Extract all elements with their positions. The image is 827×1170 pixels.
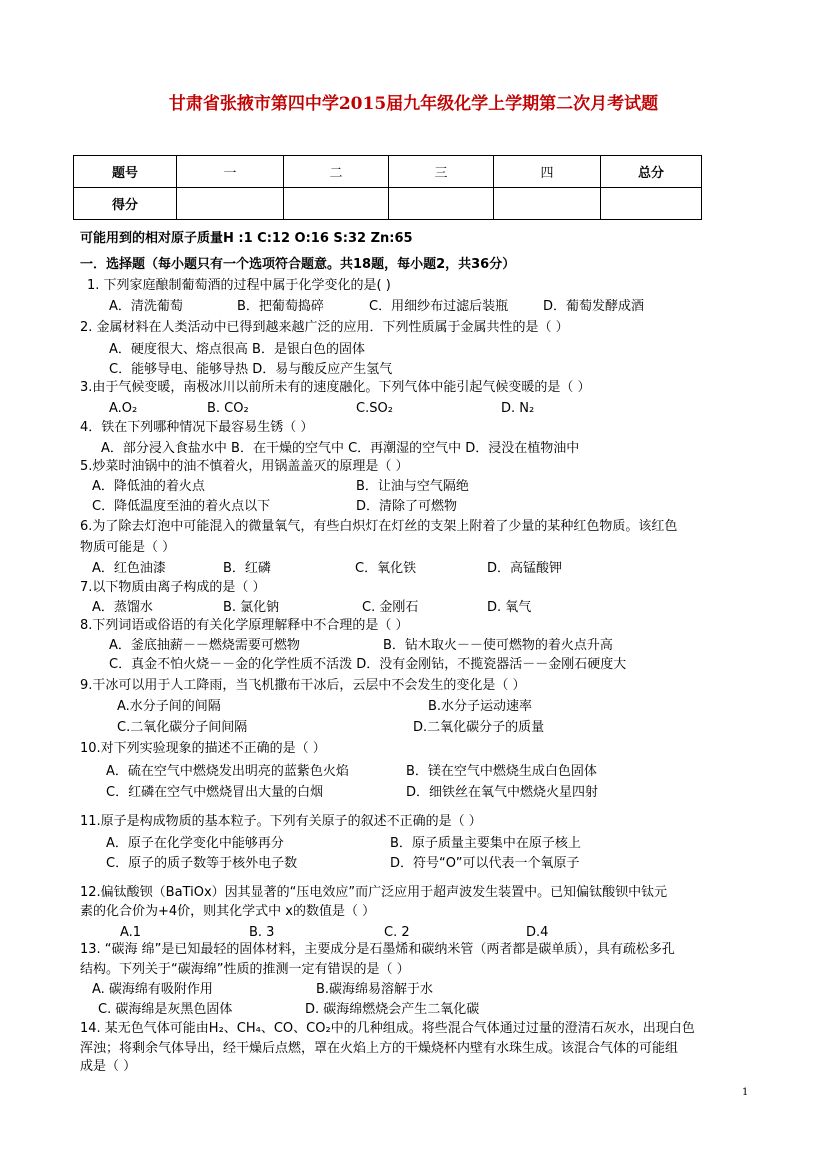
option-cd: C．能够导电、能够导热 D．易与酸反应产生氢气: [109, 362, 393, 377]
option-c: C．红磷在空气中燃烧冒出大量的白烟: [106, 785, 324, 800]
option-d: D.二氧化碳分子的质量: [413, 720, 545, 735]
option-c: C. 碳海绵是灰黑色固体: [98, 1002, 233, 1017]
question-11: 11.原子是构成物质的基本粒子。下列有关原子的叙述不正确的是（ ）: [80, 814, 482, 829]
score-table-row: [74, 188, 702, 220]
option-a: A．釜底抽薪－－燃烧需要可燃物: [109, 638, 300, 653]
option-b: B．把葡萄捣碎: [237, 299, 324, 314]
option-cd: C．真金不怕火烧－－金的化学性质不活泼 D．没有金刚钻，不揽瓷器活－－金刚石硬度大: [109, 657, 627, 672]
table-row-label: 得分: [74, 188, 177, 220]
option-b: B.碳海绵易溶解于水: [316, 982, 434, 997]
score-cell[interactable]: [494, 188, 601, 220]
question-14-cont: 成是（ ）: [80, 1059, 137, 1074]
question-13: 13. “碳海 绵”是已知最轻的固体材料，主要成分是石墨烯和碳纳米管（两者都是碳单质），具有疏松多孔: [80, 942, 675, 957]
option-a: A.水分子间的间隔: [117, 699, 221, 714]
question-3: 3.由于气候变暖，南极冰川以前所未有的速度融化。下列气体中能引起气候变暖的是（ ）: [80, 380, 591, 395]
page-title: 甘肃省张掖市第四中学2015届九年级化学上学期第二次月考试题: [168, 94, 659, 114]
option-a: A．红色油漆: [92, 561, 166, 576]
question-14: 14. 某无色气体可能由H₂、CH₄、CO、CO₂中的几种组成。将些混合气体通过过量的澄清石灰水，出现白色: [80, 1021, 695, 1036]
option-c: C.二氧化碳分子间间隔: [117, 720, 248, 735]
option-a: A.O₂: [109, 401, 138, 416]
option-b: B．镁在空气中燃烧生成白色固体: [406, 764, 597, 779]
option-b: B．原子质量主要集中在原子核上: [390, 836, 581, 851]
option-ab: A．硬度很大、熔点很高 B．是银白色的固体: [109, 342, 365, 357]
option-a: A．蒸馏水: [92, 600, 153, 615]
option-c: C．降低温度至油的着火点以下: [92, 499, 271, 514]
option-b: B．钻木取火－－使可燃物的着火点升高: [383, 638, 613, 653]
score-table-header-row: [74, 156, 702, 188]
question-12-cont: 素的化合价为+4价，则其化学式中 x的数值是（ ）: [80, 904, 376, 919]
option-d: D．高锰酸钾: [487, 561, 563, 576]
question-14-cont: 浑浊；将剩余气体导出，经干燥后点燃，罩在火焰上方的干燥烧杯内壁有水珠生成。该混合气体的可能组: [80, 1041, 679, 1056]
score-cell[interactable]: [601, 188, 702, 220]
question-8: 8.下列词语或俗语的有关化学原理解释中不合理的是（ ）: [80, 618, 409, 633]
option-a: A．原子在化学变化中能够再分: [106, 836, 284, 851]
option-b: B. 氯化钠: [223, 600, 280, 615]
option-a: A．降低油的着火点: [92, 479, 205, 494]
question-1: 1. 下列家庭酿制葡萄酒的过程中属于化学变化的是( ): [87, 278, 391, 293]
question-13-cont: 结构。下列关于“碳海绵”性质的推测一定有错误的是（ ）: [80, 962, 410, 977]
option-d: D．葡萄发酵成酒: [543, 299, 645, 314]
atomic-mass-note: 可能用到的相对原子质量H :1 C:12 O:16 S:32 Zn:65: [80, 231, 413, 246]
question-12: 12.偏钛酸钡（BaTiOx）因其显著的“压电效应”而广泛应用于超声波发生装置中。已知偏钛酸钡中钛元: [80, 885, 668, 900]
option-a: A．清洗葡萄: [109, 299, 183, 314]
option-b: B.水分子运动速率: [428, 699, 533, 714]
table-header-cell: 题号: [74, 156, 177, 188]
option-a: A.1: [120, 925, 142, 940]
option-b: B．红磷: [223, 561, 271, 576]
table-header-cell: 三: [389, 156, 494, 188]
page-number: 1: [742, 1087, 749, 1098]
question-9: 9.干冰可以用于人工降雨，当飞机撒布干冰后，云层中不会发生的变化是（ ）: [80, 678, 526, 693]
question-2: 2. 金属材料在人类活动中已得到越来越广泛的应用．下列性质属于金属共性的是（ ）: [80, 320, 569, 335]
option-c: C. 金刚石: [362, 600, 419, 615]
section-heading: 一．选择题（每小题只有一个选项符合题意。共18题，每小题2，共36分）: [80, 257, 516, 272]
table-header-cell: 四: [494, 156, 601, 188]
question-6-cont: 物质可能是（ ）: [80, 540, 176, 555]
option-d: D. N₂: [501, 401, 535, 416]
question-7: 7.以下物质由离子构成的是（ ）: [80, 580, 266, 595]
option-d: D.4: [526, 925, 549, 940]
option-a: A．硫在空气中燃烧发出明亮的蓝紫色火焰: [106, 764, 349, 779]
option-abcd: A．部分浸入食盐水中 B．在干燥的空气中 C．再潮湿的空气中 D．浸没在植物油中: [101, 441, 580, 456]
question-6: 6.为了除去灯泡中可能混入的微量氧气，有些白炽灯在灯丝的支架上附着了少量的某种红色物质。该红色: [80, 519, 678, 534]
option-b: B. 3: [249, 925, 275, 940]
table-header-cell: 总分: [601, 156, 702, 188]
option-b: B．让油与空气隔绝: [356, 479, 469, 494]
option-c: C.SO₂: [356, 401, 393, 416]
score-table: [73, 155, 702, 220]
score-cell[interactable]: [389, 188, 494, 220]
table-header-cell: 二: [284, 156, 389, 188]
option-d: D．符号“O”可以代表一个氧原子: [390, 856, 580, 871]
option-c: C．用细纱布过滤后装瓶: [369, 299, 509, 314]
score-cell[interactable]: [284, 188, 389, 220]
option-c: C. 2: [384, 925, 410, 940]
option-d: D．清除了可燃物: [356, 499, 458, 514]
option-c: C．氧化铁: [355, 561, 417, 576]
option-d: D. 氧气: [487, 600, 532, 615]
question-5: 5.炒菜时油锅中的油不慎着火，用锅盖盖灭的原理是（ ）: [80, 459, 409, 474]
score-cell[interactable]: [177, 188, 284, 220]
question-10: 10.对下列实验现象的描述不正确的是（ ）: [80, 741, 326, 756]
option-d: D．细铁丝在氧气中燃烧火星四射: [406, 785, 599, 800]
table-header-cell: 一: [177, 156, 284, 188]
option-c: C．原子的质子数等于核外电子数: [106, 856, 298, 871]
option-a: A. 碳海绵有吸附作用: [92, 982, 213, 997]
option-d: D. 碳海绵燃烧会产生二氧化碳: [305, 1002, 480, 1017]
option-b: B. CO₂: [207, 401, 249, 416]
question-4: 4．铁在下列哪种情况下最容易生锈（ ）: [80, 420, 314, 435]
